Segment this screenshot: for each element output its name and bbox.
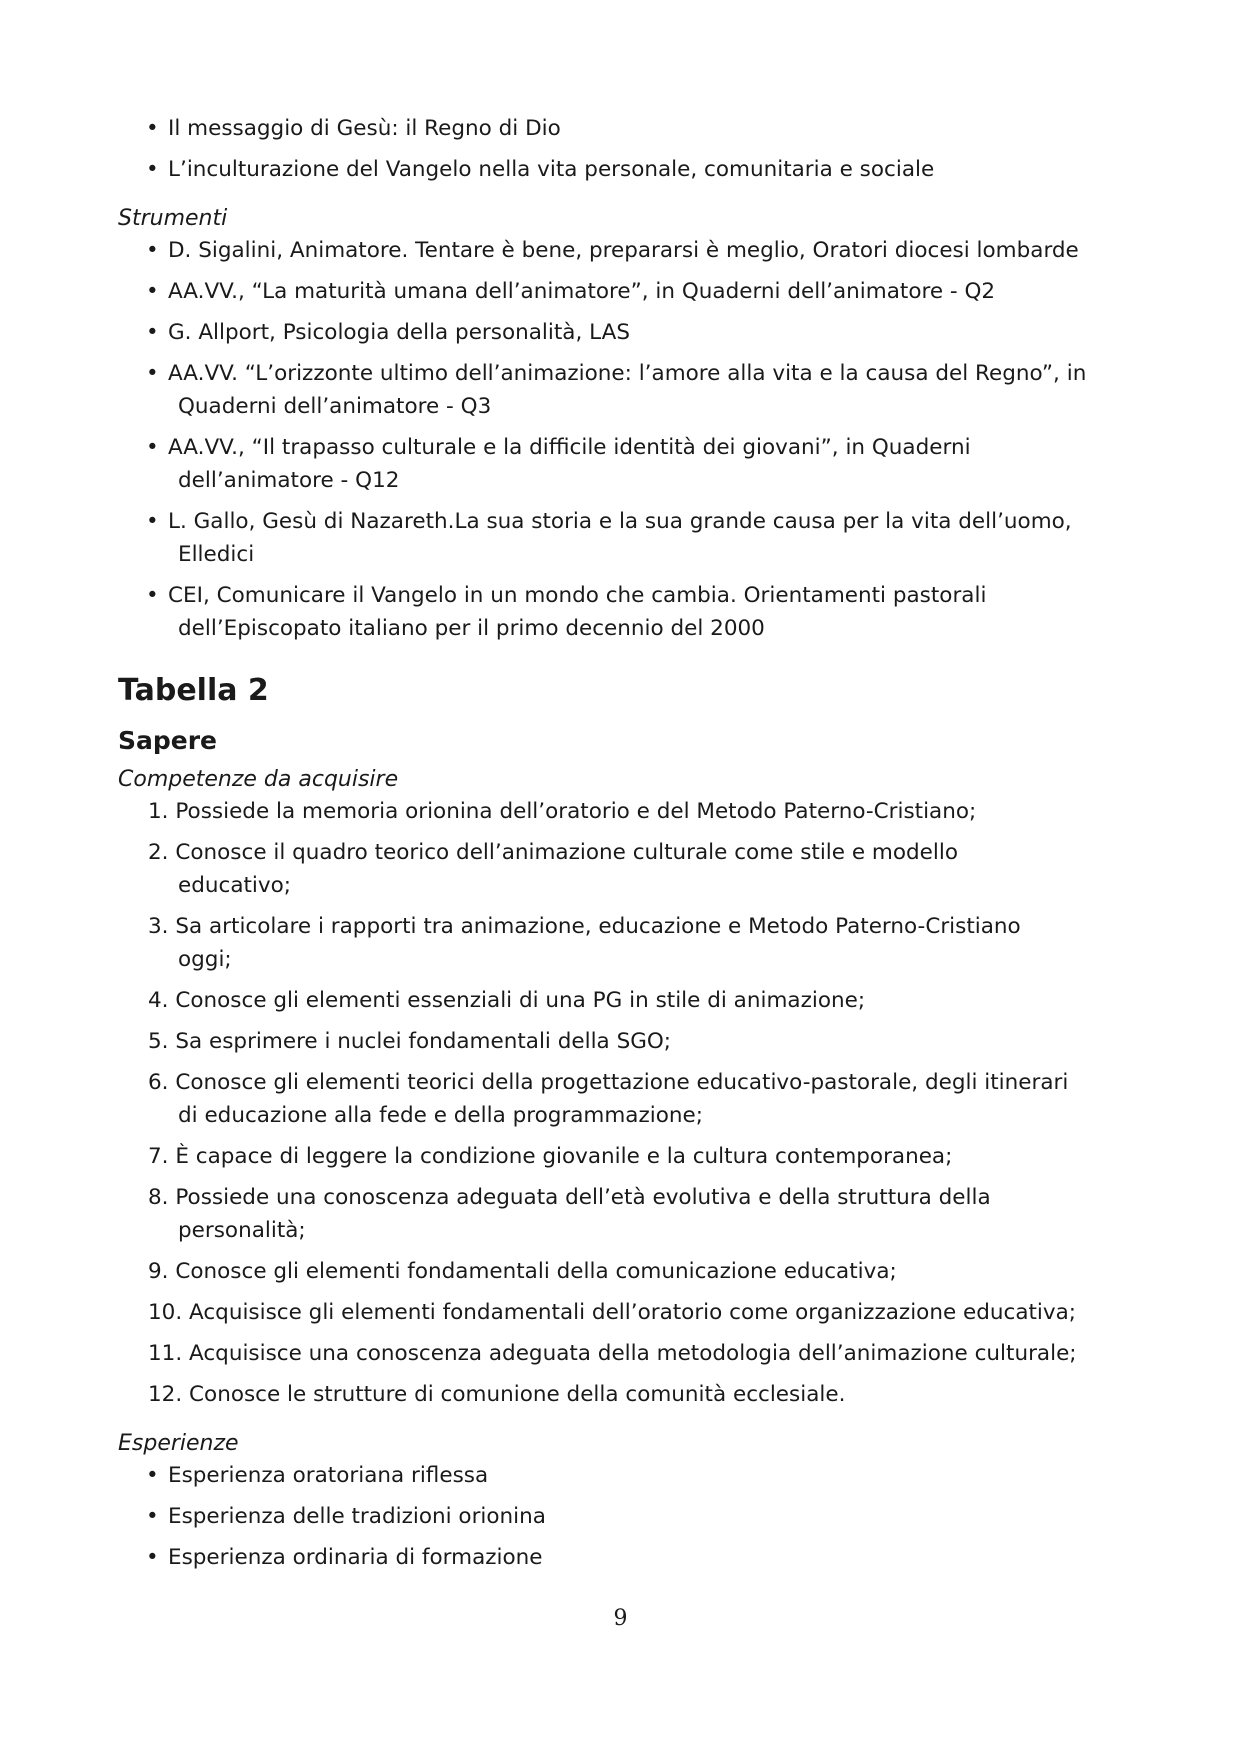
list-item: 7. È capace di leggere la condizione giovanile e la cultura contemporanea; [148,1144,953,1169]
list-item: 10. Acquisisce gli elementi fondamentali dell’oratorio come organizzazione educativa; [148,1300,1077,1325]
bullet-icon: • [146,1504,159,1529]
list-item: 6. Conosce gli elementi teorici della progettazione educativo-pastorale, degli itinerari di educazione alla fede e della programmazione; [148,1070,1069,1128]
list-item: • L’inculturazione del Vangelo nella vita personale, comunitaria e sociale [118,153,1128,186]
bullet-icon: • [146,116,159,141]
list-item: 8. Possiede una conoscenza adeguata dell’età evolutiva e della struttura della personalità; [148,1185,991,1243]
bullet-icon: • [146,509,159,534]
list-item: • D. Sigalini, Animatore. Tentare è bene, prepararsi è meglio, Oratori diocesi lombarde [118,234,1128,267]
strumenti-list [118,234,1128,645]
list-item: 9. Conosce gli elementi fondamentali della comunicazione educativa; [148,1259,897,1284]
list-item: 11. Acquisisce una conoscenza adeguata della metodologia dell’animazione culturale; [148,1341,1077,1366]
sapere-heading: Sapere [118,726,218,755]
list-item: • AA.VV., “La maturità umana dell’animatore”, in Quaderni dell’animatore - Q2 [118,275,1128,308]
list-item: • Il messaggio di Gesù: il Regno di Dio [118,112,1128,145]
list-item: 1. Possiede la memoria orionina dell’oratorio e del Metodo Paterno-Cristiano; [148,799,977,824]
strumenti-heading: Strumenti [118,206,228,231]
list-item: • L. Gallo, Gesù di Nazareth.La sua storia e la sua grande causa per la vita dell’uomo, Elledici [118,505,1128,571]
tabella-title: Tabella 2 [118,673,269,708]
list-item: 3. Sa articolare i rapporti tra animazione, educazione e Metodo Paterno-Cristiano oggi; [148,914,1021,972]
esperienze-heading: Esperienze [118,1431,239,1456]
list-item: • Esperienza delle tradizioni orionina [118,1500,1128,1533]
bullet-icon: • [146,157,159,182]
bullet-icon: • [146,279,159,304]
list-item: • Esperienza ordinaria di formazione [118,1541,1128,1574]
list-item: 4. Conosce gli elementi essenziali di una PG in stile di animazione; [148,988,866,1013]
bullet-icon: • [146,583,159,608]
intro-bullet-list [118,112,1128,186]
list-item: 5. Sa esprimere i nuclei fondamentali della SGO; [148,1029,672,1054]
list-item: 2. Conosce il quadro teorico dell’animazione culturale come stile e modello educativo; [148,840,958,898]
bullet-icon: • [146,361,159,386]
bullet-icon: • [146,320,159,345]
list-item: • CEI, Comunicare il Vangelo in un mondo che cambia. Orientamenti pastorali dell’Episcopato italiano per il primo decennio del 2000 [118,579,1128,645]
competenze-list [118,795,1128,1411]
competenze-heading: Competenze da acquisire [118,767,399,792]
bullet-icon: • [146,1463,159,1488]
list-item: 12. Conosce le strutture di comunione della comunità ecclesiale. [148,1382,846,1407]
bullet-icon: • [146,238,159,263]
list-item: • Esperienza oratoriana riflessa [118,1459,1128,1492]
esperienze-list [118,1459,1128,1574]
list-item: • AA.VV., “Il trapasso culturale e la difficile identità dei giovani”, in Quaderni dell’animatore - Q12 [118,431,1128,497]
page-number: 9 [613,1606,628,1631]
document-page [118,112,1128,1582]
bullet-icon: • [146,435,159,460]
bullet-icon: • [146,1545,159,1570]
list-item: • G. Allport, Psicologia della personalità, LAS [118,316,1128,349]
list-item: • AA.VV. “L’orizzonte ultimo dell’animazione: l’amore alla vita e la causa del Regno”, in Quaderni dell’animatore - Q3 [118,357,1128,423]
